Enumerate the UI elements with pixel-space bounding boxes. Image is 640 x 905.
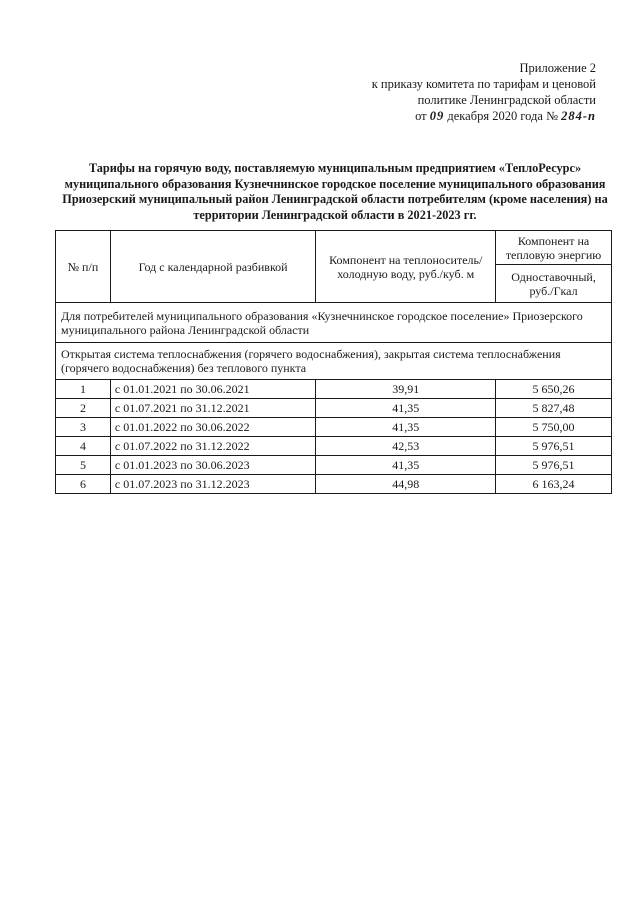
tariff-table — [55, 230, 612, 494]
handwritten-day: 09 — [429, 109, 445, 123]
row-thermal-value: 5 976,51 — [496, 437, 612, 456]
appendix-header — [330, 60, 596, 124]
row-coolant-value: 41,35 — [316, 456, 496, 475]
row-number: 1 — [56, 380, 111, 399]
row-thermal-value: 5 750,00 — [496, 418, 612, 437]
row-number: 3 — [56, 418, 111, 437]
row-thermal-value: 5 827,48 — [496, 399, 612, 418]
consumer-group-row: Для потребителей муниципального образования «Кузнечнинское городское поселение» Приозерского муниципального района Ленинградской области — [56, 303, 612, 343]
order-issuer: политике Ленинградской области — [417, 93, 596, 107]
header-number: № п/п — [56, 231, 111, 303]
row-coolant-value: 42,53 — [316, 437, 496, 456]
row-number: 6 — [56, 475, 111, 494]
row-thermal-value: 6 163,24 — [496, 475, 612, 494]
handwritten-order-number: 284-п — [561, 109, 596, 123]
row-thermal-value: 5 650,26 — [496, 380, 612, 399]
row-period: с 01.01.2022 по 30.06.2022 — [110, 418, 316, 437]
row-coolant-value: 41,35 — [316, 399, 496, 418]
row-thermal-value: 5 976,51 — [496, 456, 612, 475]
row-coolant-value: 41,35 — [316, 418, 496, 437]
table-row — [56, 437, 612, 456]
row-number: 4 — [56, 437, 111, 456]
date-prefix: от — [415, 109, 427, 123]
row-period: с 01.07.2022 по 31.12.2022 — [110, 437, 316, 456]
row-period: с 01.07.2023 по 31.12.2023 — [110, 475, 316, 494]
table-row — [56, 380, 612, 399]
document-title: Тарифы на горячую воду, поставляемую муниципальным предприятием «ТеплоРесурс» муниципального образования Кузнечнинское городское поселение муниципального образования Приозерский муниципальный район Ленинградской области потребителям (кроме населения) на территории Ленинградской области в 2021-2023 гг. — [62, 161, 608, 222]
row-period: с 01.07.2021 по 31.12.2021 — [110, 399, 316, 418]
row-number: 2 — [56, 399, 111, 418]
table-row — [56, 418, 612, 437]
header-thermal-component: Компонент на тепловую энергию — [496, 231, 612, 265]
table-row — [56, 399, 612, 418]
table-row — [56, 456, 612, 475]
row-coolant-value: 44,98 — [316, 475, 496, 494]
header-single-rate: Одноставочный, руб./Гкал — [496, 265, 612, 303]
appendix-label: Приложение 2 — [519, 61, 596, 75]
order-reference: к приказу комитета по тарифам и ценовой — [371, 77, 596, 91]
date-middle: декабря 2020 года № — [447, 109, 558, 123]
row-period: с 01.01.2023 по 30.06.2023 — [110, 456, 316, 475]
row-period: с 01.01.2021 по 30.06.2021 — [110, 380, 316, 399]
system-type-row: Открытая система теплоснабжения (горячего водоснабжения), закрытая система теплоснабжения (горячего водоснабжения) без теплового пункта — [56, 343, 612, 380]
header-period: Год с календарной разбивкой — [110, 231, 316, 303]
row-number: 5 — [56, 456, 111, 475]
header-coolant-component: Компонент на теплоноситель/ холодную воду, руб./куб. м — [316, 231, 496, 303]
table-row — [56, 475, 612, 494]
order-date — [330, 108, 596, 124]
row-coolant-value: 39,91 — [316, 380, 496, 399]
